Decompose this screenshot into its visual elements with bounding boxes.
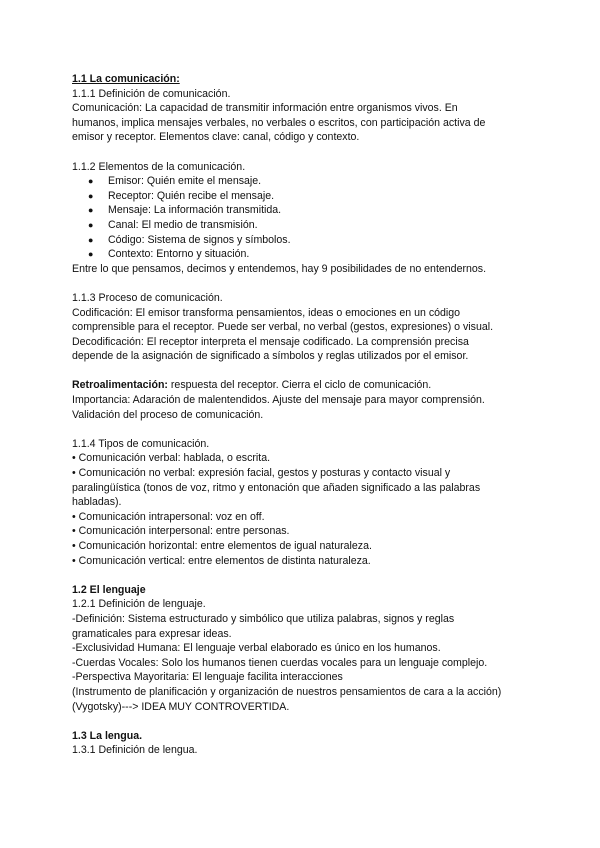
- section-heading: 1.2 El lenguaje: [72, 583, 146, 596]
- spacer: [72, 276, 540, 291]
- bullet-icon: ●: [88, 249, 94, 260]
- section-heading: 1.3 La lengua.: [72, 729, 143, 742]
- paragraph-line: -Exclusividad Humana: El lenguaje verbal elaborado es único en los humanos.: [72, 642, 441, 655]
- subsection-heading: 1.3.1 Definición de lengua.: [72, 744, 198, 757]
- bullet-icon: ●: [88, 234, 94, 245]
- spacer: [72, 714, 540, 729]
- paragraph-line: comprensible para el receptor. Puede ser verbal, no verbal (gestos, expresiones) o visual.: [72, 321, 494, 334]
- paragraph-line: • Comunicación vertical: entre elementos de distinta naturaleza.: [72, 554, 371, 567]
- subsection-heading: 1.1.2 Elementos de la comunicación.: [72, 160, 246, 173]
- paragraph-line: • Comunicación intrapersonal: voz en off.: [72, 510, 265, 523]
- bullet-icon: ●: [88, 176, 94, 187]
- paragraph-line: paralingüística (tonos de voz, ritmo y entonación que añaden significado a las palabras: [72, 481, 481, 494]
- subsection-heading: 1.1.1 Definición de comunicación.: [72, 87, 231, 100]
- paragraph-line: Entre lo que pensamos, decimos y entendemos, hay 9 posibilidades de no entendernos.: [72, 262, 487, 275]
- paragraph-line: Comunicación: La capacidad de transmitir información entre organismos vivos. En: [72, 102, 458, 115]
- spacer: [72, 364, 540, 379]
- subsection-heading: 1.1.3 Proceso de comunicación.: [72, 291, 223, 304]
- list-item: ● Canal: El medio de transmisión.: [88, 218, 258, 231]
- subsection-heading: 1.1.4 Tipos de comunicación.: [72, 437, 210, 450]
- feedback-term: Retroalimentación:: [72, 379, 168, 392]
- paragraph-line: Codificación: El emisor transforma pensamientos, ideas o emociones en un código: [72, 306, 461, 319]
- bullet-icon: ●: [88, 190, 94, 201]
- paragraph-line: (Instrumento de planificación y organización de nuestros pensamientos de cara a la acción): [72, 685, 502, 698]
- paragraph-line: • Comunicación interpersonal: entre personas.: [72, 525, 290, 538]
- list-item: ● Receptor: Quién recibe el mensaje.: [88, 189, 275, 202]
- paragraph-line: (Vygotsky)---> IDEA MUY CONTROVERTIDA.: [72, 700, 290, 713]
- paragraph-line: emisor y receptor. Elementos clave: canal, código y contexto.: [72, 131, 360, 144]
- feedback-line: [72, 378, 540, 393]
- paragraph-line: depende de la asignación de significado a símbolos y reglas utilizados por el emisor.: [72, 350, 469, 363]
- paragraph-line: -Definición: Sistema estructurado y simbólico que utiliza palabras, signos y reglas: [72, 612, 455, 625]
- list-item: ● Mensaje: La información transmitida.: [88, 204, 282, 217]
- paragraph-line: • Comunicación horizontal: entre elementos de igual naturaleza.: [72, 540, 372, 552]
- bullet-icon: ●: [88, 205, 94, 216]
- spacer: [72, 568, 540, 583]
- paragraph-line: -Perspectiva Mayoritaria: El lenguaje facilita interacciones: [72, 671, 343, 684]
- paragraph-line: Importancia: Adaración de malentendidos. Ajuste del mensaje para mayor comprensión.: [72, 394, 485, 407]
- section-heading: 1.1 La comunicación:: [72, 73, 180, 85]
- paragraph-line: Decodificación: El receptor interpreta el mensaje codificado. La comprensión precisa: [72, 335, 469, 348]
- paragraph-line: humanos, implica mensajes verbales, no verbales o escritos, con participación activa de: [72, 116, 486, 129]
- paragraph-line: habladas).: [72, 496, 122, 509]
- bullet-icon: ●: [88, 219, 94, 230]
- paragraph-line: Validación del proceso de comunicación.: [72, 408, 264, 421]
- paragraph-line: • Comunicación verbal: hablada, o escrita.: [72, 452, 271, 465]
- paragraph-line: -Cuerdas Vocales: Solo los humanos tienen cuerdas vocales para un lenguaje complejo.: [72, 656, 488, 669]
- paragraph-line: gramaticales para expresar ideas.: [72, 627, 232, 640]
- spacer: [72, 145, 540, 160]
- spacer: [72, 422, 540, 437]
- paragraph-line: • Comunicación no verbal: expresión facial, gestos y posturas y contacto visual y: [72, 467, 451, 480]
- list-item: ● Emisor: Quién emite el mensaje.: [88, 175, 262, 188]
- subsection-heading: 1.2.1 Definición de lenguaje.: [72, 598, 206, 611]
- list-item: ● Contexto: Entorno y situación.: [88, 248, 250, 261]
- list-item: ● Código: Sistema de signos y símbolos.: [88, 233, 291, 246]
- feedback-definition: respuesta del receptor. Cierra el ciclo de comunicación.: [167, 379, 432, 392]
